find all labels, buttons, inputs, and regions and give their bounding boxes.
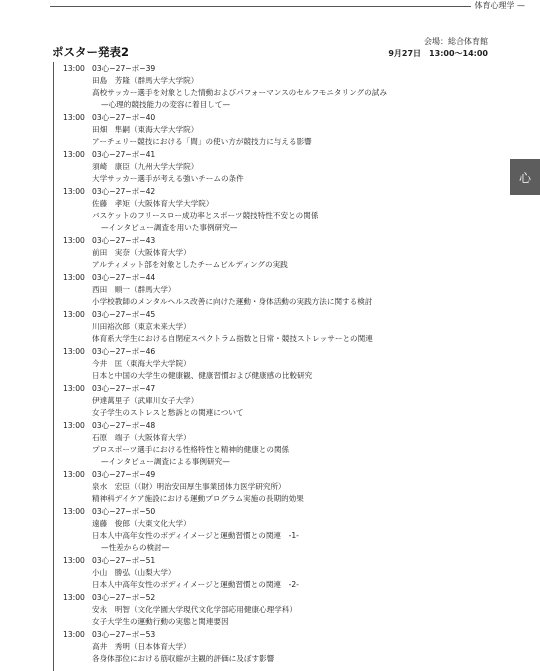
- poster-entry: [0, 383, 540, 419]
- entry-author: 川田裕次郎（東京未来大学）: [92, 322, 191, 331]
- entry-time: 13:00: [63, 421, 85, 430]
- entry-author: 安永 明智（文化学園大学現代文化学部応用健康心理学科）: [92, 605, 298, 614]
- schedule-label: 9月27日 13:00〜14:00: [388, 49, 488, 58]
- entry-body: [92, 629, 540, 665]
- entry-body: [92, 346, 540, 382]
- entry-body: [92, 506, 540, 554]
- entry-title: 大学サッカー選手が考える強いチームの条件: [92, 174, 244, 183]
- entry-id: 03心−27−ポ−43: [92, 236, 156, 245]
- venue-label: 会場：総合体育館: [424, 37, 488, 46]
- poster-entry: [0, 235, 540, 271]
- entry-title: 精神科デイケア施設における運動プログラム実施の長期的効果: [92, 494, 304, 503]
- entry-id: 03心−27−ポ−45: [92, 310, 156, 319]
- entry-author: 伊達萬里子（武庫川女子大学）: [92, 396, 199, 405]
- entry-id: 03心−27−ポ−41: [92, 150, 156, 159]
- entry-title: アーチェリー競技における「間」の使い方が競技力に与える影響: [92, 137, 312, 146]
- entry-time: 13:00: [63, 64, 85, 73]
- section-title: ポスター発表2: [52, 45, 130, 59]
- poster-entry: [0, 112, 540, 148]
- entry-author: 田畑 隼嗣（東海大学大学院）: [92, 125, 199, 134]
- poster-entry: [0, 63, 540, 111]
- entry-title: 日本人中高年女性のボディイメージと運動習慣との関連 -2-: [92, 580, 299, 589]
- entry-author: 高井 秀明（日本体育大学）: [92, 642, 191, 651]
- entry-time: 13:00: [63, 113, 85, 122]
- entry-id: 03心−27−ポ−50: [92, 507, 156, 516]
- entry-author: 田島 芳隆（群馬大学大学院）: [92, 76, 199, 85]
- poster-entry: [0, 309, 540, 345]
- entry-time: 13:00: [63, 507, 85, 516]
- entry-body: [92, 186, 540, 234]
- entry-body: [92, 469, 540, 505]
- poster-entry: [0, 592, 540, 628]
- header-title: 体育心理学: [474, 1, 515, 10]
- entry-title: 小学校教師のメンタルヘルス改善に向けた運動・身体活動の実践方法に関する検討: [92, 297, 373, 306]
- entry-author: 西田 順一（群馬大学）: [92, 285, 176, 294]
- entry-time: 13:00: [63, 347, 85, 356]
- entry-id: 03心−27−ポ−52: [92, 593, 156, 602]
- poster-entry: [0, 469, 540, 505]
- poster-entry: [0, 346, 540, 382]
- poster-entry: [0, 186, 540, 234]
- entry-title: 女子学生のストレスと愁訴との関連について: [92, 408, 244, 417]
- entry-body: [92, 272, 540, 308]
- entry-body: [92, 383, 540, 419]
- entry-body: [92, 309, 540, 345]
- entry-subtitle: —インタビュー調査による事例研究—: [101, 457, 230, 466]
- poster-entry: [0, 420, 540, 468]
- entry-time: 13:00: [63, 273, 85, 282]
- entry-time: 13:00: [63, 310, 85, 319]
- header-dash: —: [517, 1, 525, 10]
- entry-id: 03心−27−ポ−49: [92, 470, 156, 479]
- entry-title: 各身体部位における筋収縮が主観的評価に及ぼす影響: [92, 654, 275, 663]
- entry-body: [92, 112, 540, 148]
- entry-author: 泉水 宏臣（（財）明治安田厚生事業団体力医学研究所）: [92, 482, 286, 491]
- entry-subtitle: —心理的競技能力の変容に着目して—: [101, 100, 231, 109]
- entry-title: バスケットのフリースロー成功率とスポーツ競技特性不安との関係: [92, 211, 319, 220]
- entry-id: 03心−27−ポ−42: [92, 187, 156, 196]
- running-header: [471, 0, 528, 12]
- entry-body: [92, 235, 540, 271]
- entry-time: 13:00: [63, 470, 85, 479]
- poster-entry: [0, 506, 540, 554]
- entry-time: 13:00: [63, 630, 85, 639]
- poster-entry: [0, 149, 540, 185]
- entry-title: プロスポーツ選手における性格特性と精神的健康との関係: [92, 445, 290, 454]
- entry-time: 13:00: [63, 593, 85, 602]
- entry-id: 03心−27−ポ−51: [92, 556, 156, 565]
- entry-id: 03心−27−ポ−40: [92, 113, 156, 122]
- entry-author: 小山 勝弘（山梨大学）: [92, 568, 176, 577]
- entry-body: [92, 420, 540, 468]
- entry-time: 13:00: [63, 150, 85, 159]
- entry-title: 女子大学生の運動行動の実態と関連要因: [92, 617, 229, 626]
- entry-id: 03心−27−ポ−53: [92, 630, 156, 639]
- entry-id: 03心−27−ポ−47: [92, 384, 156, 393]
- entry-id: 03心−27−ポ−39: [92, 64, 156, 73]
- entry-author: 遠藤 俊郎（大東文化大学）: [92, 519, 191, 528]
- poster-entry: [0, 272, 540, 308]
- entry-id: 03心−27−ポ−46: [92, 347, 156, 356]
- poster-entry: [0, 629, 540, 665]
- entry-time: 13:00: [63, 556, 85, 565]
- entry-body: [92, 592, 540, 628]
- entry-author: 石原 端子（大阪体育大学）: [92, 433, 191, 442]
- entry-body: [92, 63, 540, 111]
- entry-author: 今井 匡（東海大学大学院）: [92, 359, 191, 368]
- entry-body: [92, 555, 540, 591]
- entry-list: [0, 63, 540, 666]
- section-tab: 心: [510, 159, 540, 195]
- entry-time: 13:00: [63, 187, 85, 196]
- entry-body: [92, 149, 540, 185]
- entry-subtitle: —インタビュー調査を用いた事例研究—: [101, 223, 238, 232]
- entry-title: 日本人中高年女性のボディイメージと運動習慣との関連 -1-: [92, 531, 299, 540]
- entry-subtitle: —性差からの検討—: [101, 543, 170, 552]
- header-rule: [50, 6, 480, 7]
- entry-author: 佐藤 孝矩（大阪体育大学大学院）: [92, 199, 214, 208]
- entry-id: 03心−27−ポ−44: [92, 273, 156, 282]
- entry-time: 13:00: [63, 384, 85, 393]
- entry-title: アルティメット部を対象としたチームビルディングの実践: [92, 260, 288, 269]
- entry-title: 高校サッカー選手を対象とした情動およびパフォーマンスのセルフモニタリングの試み: [92, 88, 387, 97]
- entry-author: 前田 実奈（大阪体育大学）: [92, 248, 191, 257]
- entry-author: 須崎 康臣（九州大学大学院）: [92, 162, 199, 171]
- poster-entry: [0, 555, 540, 591]
- entry-id: 03心−27−ポ−48: [92, 421, 156, 430]
- entry-title: 体育系大学生における自閉症スペクトラム指数と日常・競技ストレッサーとの関連: [92, 334, 373, 343]
- entry-title: 日本と中国の大学生の健康観、健康習慣および健康感の比較研究: [92, 371, 313, 380]
- entry-time: 13:00: [63, 236, 85, 245]
